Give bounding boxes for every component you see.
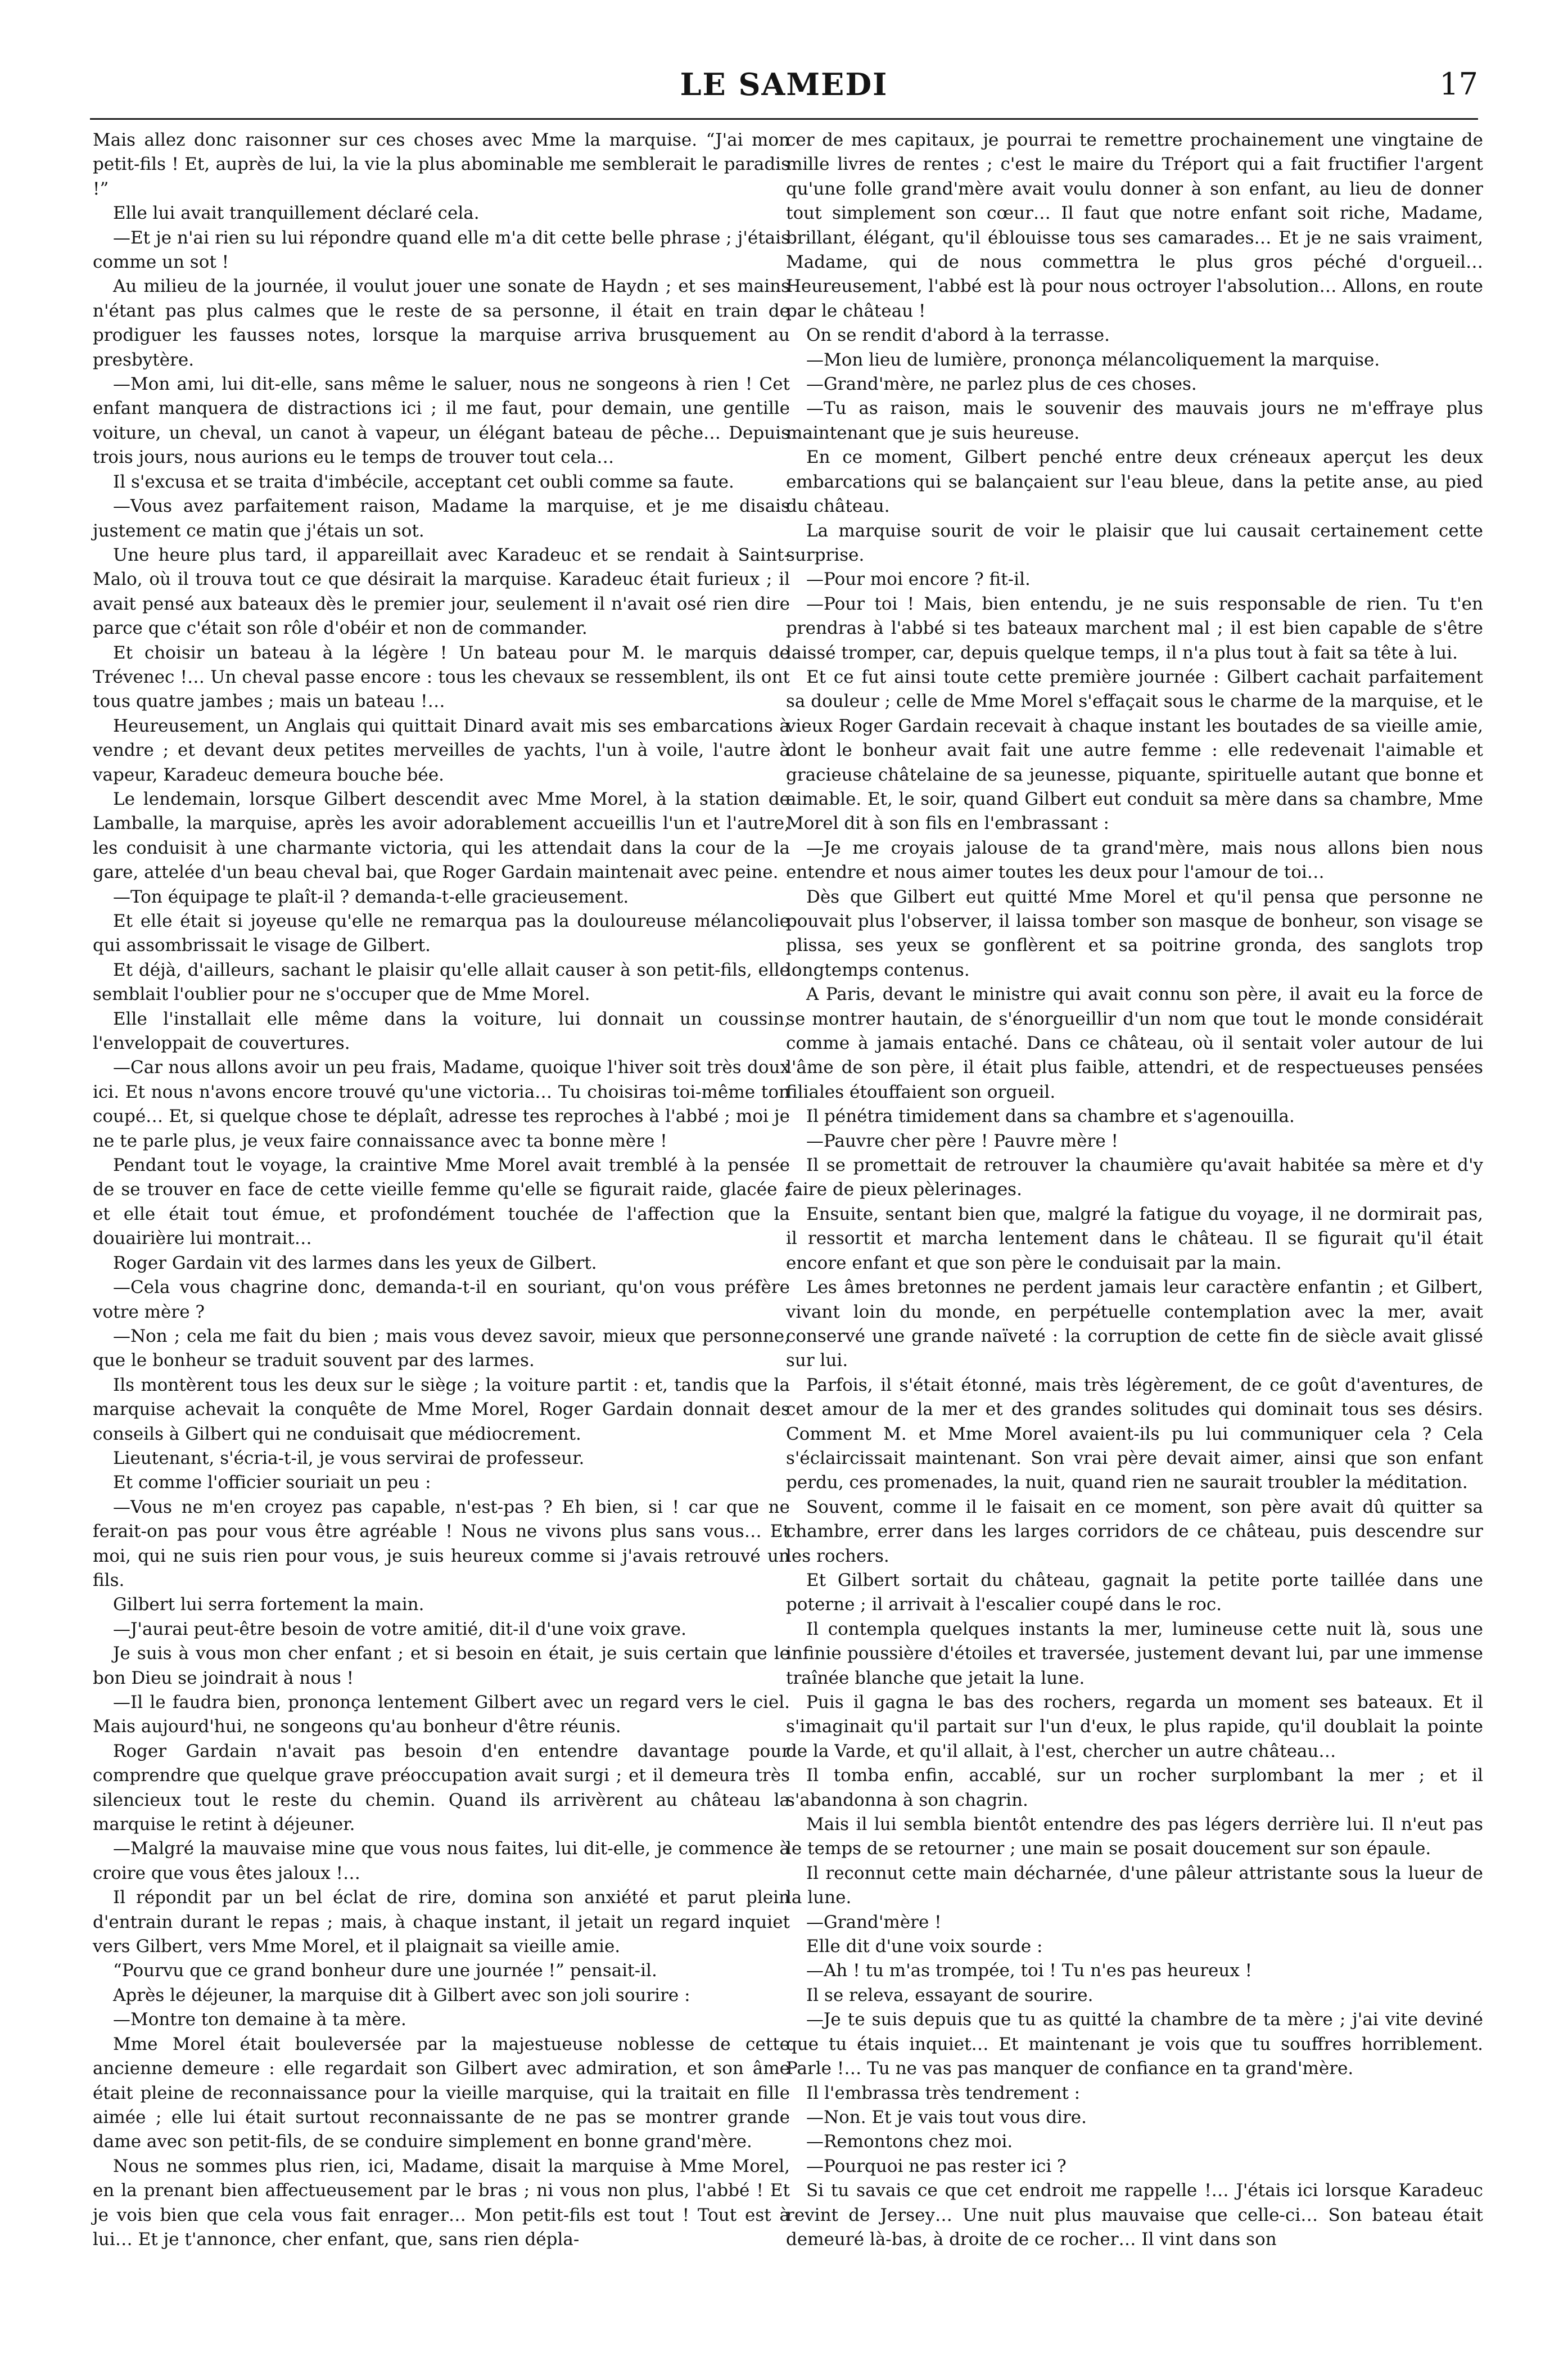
paragraph: Puis il gagna le bas des rochers, regarda un moment ses bateaux. Et il s'imaginait qu'il partait sur l'un d'eux, le plus rapide, qu'il doublait la pointe de la Varde, et qu'il allait, à l'est, chercher un autre château…: [786, 1692, 1483, 1761]
paragraph: Elle dit d'une voix sourde :: [806, 1936, 1043, 1957]
paragraph: —Pourquoi ne pas rester ici ?: [806, 2156, 1067, 2176]
paragraph: —Grand'mère !: [806, 1912, 942, 1932]
paragraph: Mme Morel était bouleversée par la majestueuse noblesse de cette ancienne demeure : elle regardait son Gilbert avec admiration, et son âme était pleine de reconnaissance pour la vieille marquise, qui la traitait en fille aimée ; elle lui était surtout reconnaissante de ne pas se montrer grande dame avec son petit-fils, de se conduire simplement en bonne grand'mère.: [93, 2034, 790, 2152]
paragraph: —Vous avez parfaitement raison, Madame la marquise, et je me disais justement ce matin que j'étais un sot.: [93, 496, 790, 541]
paragraph: —J'aurai peut-être besoin de votre amitié, dit-il d'une voix grave.: [113, 1619, 686, 1639]
paragraph: Roger Gardain vit des larmes dans les yeux de Gilbert.: [113, 1252, 597, 1273]
paragraph: Lieutenant, s'écria-t-il, je vous servirai de professeur.: [113, 1448, 585, 1468]
paragraph: Et ce fut ainsi toute cette première journée : Gilbert cachait parfaitement sa douleur ; celle de Mme Morel s'effaçait sous le charme de la marquise, et le vieux Roger Gardain recevait à chaque instant les boutades de sa vieille amie, dont le bonheur avait fait une autre femme : elle redevenait l'aimable et gracieuse châtelaine de sa jeunesse, piquante, spirituelle autant que bonne et aimable. Et, le soir, quand Gilbert eut conduit sa mère dans sa chambre, Mme Morel dit à son fils en l'embrassant :: [786, 666, 1483, 834]
paragraph: “Pourvu que ce grand bonheur dure une journée !” pensait-il.: [113, 1960, 657, 1981]
paragraph: Et choisir un bateau à la légère ! Un bateau pour M. le marquis de Trévenec !… Un cheval passe encore : tous les chevaux se ressemblent, ils ont tous quatre jambes ; mais un bateau !…: [93, 642, 790, 712]
paragraph: Il se releva, essayant de sourire.: [806, 1985, 1093, 2005]
paragraph: Les âmes bretonnes ne perdent jamais leur caractère enfantin ; et Gilbert, vivant loin du monde, en perpétuelle contemplation avec la mer, avait conservé une grande naïveté : la corruption de cette fin de siècle avait glissé sur lui.: [786, 1277, 1483, 1371]
paragraph: —Montre ton demaine à ta mère.: [113, 2009, 406, 2030]
paragraph: Parfois, il s'était étonné, mais très légèrement, de ce goût d'aventures, de cet amour de la mer et des grandes solitudes qui dominait tous ses désirs. Comment M. et Mme Morel avaient-ils pu lui communiquer cela ? Cela s'éclaircissait maintenant. Son vrai père devait aimer, ainsi que son enfant perdu, ces promenades, la nuit, quand rien ne saurait troubler la méditation.: [786, 1374, 1483, 1493]
paragraph: Et déjà, d'ailleurs, sachant le plaisir qu'elle allait causer à son petit-fils, elle semblait l'oublier pour ne s'occuper que de Mme Morel.: [93, 959, 790, 1005]
paragraph: Il reconnut cette main décharnée, d'une pâleur attristante sous la lueur de la lune.: [786, 1863, 1483, 1908]
paragraph: —Pour moi encore ? fit-il.: [806, 569, 1031, 590]
paragraph: Et comme l'officier souriait un peu :: [113, 1472, 431, 1493]
paragraph: Il l'embrassa très tendrement :: [806, 2082, 1081, 2103]
paragraph: Mais allez donc raisonner sur ces choses avec Mme la marquise. “J'ai mon petit-fils ! Et, auprès de lui, la vie la plus abominable me semblerait le paradis !”: [93, 130, 790, 199]
publication-title: LE SAMEDI: [680, 66, 888, 102]
page-header: [90, 66, 1478, 111]
paragraph: Gilbert lui serra fortement la main.: [113, 1594, 424, 1615]
page-number: 17: [1439, 66, 1478, 102]
paragraph: —Je me croyais jalouse de ta grand'mère, mais nous allons bien nous entendre et nous aimer toutes les deux pour l'amour de toi…: [786, 837, 1483, 883]
paragraph: —Non ; cela me fait du bien ; mais vous devez savoir, mieux que personne, que le bonheur se traduit souvent par des larmes.: [93, 1326, 790, 1371]
paragraph: —Malgré la mauvaise mine que vous nous faites, lui dit-elle, je commence à croire que vous êtes jaloux !…: [93, 1838, 790, 1883]
paragraph: —Remontons chez moi.: [806, 2131, 1013, 2152]
paragraph: —Et je n'ai rien su lui répondre quand elle m'a dit cette belle phrase ; j'étais comme un sot !: [93, 227, 790, 273]
right-column: [786, 128, 1483, 2252]
paragraph: Il s'excusa et se traita d'imbécile, acceptant cet oubli comme sa faute.: [113, 471, 734, 492]
paragraph: Il se promettait de retrouver la chaumière qu'avait habitée sa mère et d'y faire de pieux pèlerinages.: [786, 1155, 1483, 1200]
header-rule: [90, 118, 1478, 120]
paragraph: Elle l'installait elle même dans la voiture, lui donnait un coussin, l'enveloppait de couvertures.: [93, 1008, 790, 1054]
paragraph: On se rendit d'abord à la terrasse.: [806, 325, 1110, 346]
paragraph: Le lendemain, lorsque Gilbert descendit avec Mme Morel, à la station de Lamballe, la marquise, après les avoir adorablement accueillis l'un et l'autre, les conduisit à une charmante victoria, qui les attendait dans la cour de la gare, attelée d'un beau cheval bai, que Roger Gardain maintenait avec peine.: [93, 788, 790, 883]
paragraph: En ce moment, Gilbert penché entre deux créneaux aperçut les deux embarcations qui se balançaient sur l'eau bleue, dans la petite anse, au pied du château.: [786, 447, 1483, 517]
paragraph: Nous ne sommes plus rien, ici, Madame, disait la marquise à Mme Morel, en la prenant bien affectueusement par le bras ; ni vous non plus, l'abbé ! Et je vois bien que cela vous fait enrager… Mon petit-fils est tout ! Tout est à lui… Et je t'annonce, cher enfant, que, sans rien dépla-: [93, 2156, 790, 2250]
paragraph: —Ah ! tu m'as trompée, toi ! Tu n'es pas heureux !: [806, 1960, 1253, 1981]
paragraph: Il contempla quelques instants la mer, lumineuse cette nuit là, sous une infinie poussière d'étoiles et traversée, justement devant lui, par une immense traînée blanche que jetait la lune.: [786, 1619, 1483, 1688]
paragraph: —Car nous allons avoir un peu frais, Madame, quoique l'hiver soit très doux ici. Et nous n'avons encore trouvé qu'une victoria… Tu choisiras toi-même ton coupé… Et, si quelque chose te déplaît, adresse tes reproches à l'abbé ; moi je ne te parle plus, je veux faire connaissance avec ta bonne mère !: [93, 1057, 790, 1151]
paragraph: Il répondit par un bel éclat de rire, domina son anxiété et parut plein d'entrain durant le repas ; mais, à chaque instant, il jetait un regard inquiet vers Gilbert, vers Mme Morel, et il plaignait sa vieille amie.: [93, 1887, 790, 1957]
paragraph: —Cela vous chagrine donc, demanda-t-il en souriant, qu'on vous préfère votre mère ?: [93, 1277, 790, 1322]
paragraph: Dès que Gilbert eut quitté Mme Morel et qu'il pensa que personne ne pouvait plus l'observer, il laissa tomber son masque de bonheur, son visage se plissa, ses yeux se gonflèrent et sa poitrine gronda, des sanglots trop longtemps contenus.: [786, 886, 1483, 980]
paragraph: Ils montèrent tous les deux sur le siège ; la voiture partit : et, tandis que la marquise achevait la conquête de Mme Morel, Roger Gardain donnait des conseils à Gilbert qui ne conduisait que médiocrement.: [93, 1374, 790, 1444]
paragraph: Heureusement, un Anglais qui quittait Dinard avait mis ses embarcations à vendre ; et devant deux petites merveilles de yachts, l'un à voile, l'autre à vapeur, Karadeuc demeura bouche bée.: [93, 715, 790, 785]
paragraph: Il tomba enfin, accablé, sur un rocher surplombant la mer ; et il s'abandonna à son chagrin.: [786, 1765, 1483, 1810]
paragraph: —Tu as raison, mais le souvenir des mauvais jours ne m'effraye plus maintenant que je suis heureuse.: [786, 398, 1483, 443]
left-column: [93, 128, 790, 2252]
paragraph: Une heure plus tard, il appareillait avec Karadeuc et se rendait à Saint-Malo, où il trouva tout ce que désirait la marquise. Karadeuc était furieux ; il avait pensé aux bateaux dès le premier jour, seulement il n'avait osé rien dire parce que c'était son rôle d'obéir et non de commander.: [93, 544, 790, 639]
paragraph: Et elle était si joyeuse qu'elle ne remarqua pas la douloureuse mélancolie qui assombrissait le visage de Gilbert.: [93, 911, 790, 956]
paragraph: Pendant tout le voyage, la craintive Mme Morel avait tremblé à la pensée de se trouver en face de cette vieille femme qu'elle se figurait raide, glacée ; et elle était tout émue, et profondément touchée de l'affection que la douairière lui montrait…: [93, 1155, 790, 1249]
paragraph: Et Gilbert sortait du château, gagnait la petite porte taillée dans une poterne ; il arrivait à l'escalier coupé dans le roc.: [786, 1570, 1483, 1615]
paragraph: —Pour toi ! Mais, bien entendu, je ne suis responsable de rien. Tu t'en prendras à l'abbé si tes bateaux marchent mal ; il est bien capable de s'être laissé tromper, car, depuis quelque temps, il n'a plus tout à fait sa tête à lui.: [786, 593, 1483, 663]
paragraph: Souvent, comme il le faisait en ce moment, son père avait dû quitter sa chambre, errer dans les larges corridors de ce château, puis descendre sur les rochers.: [786, 1496, 1483, 1566]
paragraph: —Vous ne m'en croyez pas capable, n'est-pas ? Eh bien, si ! car que ne ferait-on pas pour vous être agréable ! Nous ne vivons plus sans vous… Et moi, qui ne suis rien pour vous, je suis heureux comme si j'avais retrouvé un fils.: [93, 1496, 790, 1590]
paragraph: Elle lui avait tranquillement déclaré cela.: [113, 203, 480, 224]
paragraph: —Il le faudra bien, prononça lentement Gilbert avec un regard vers le ciel. Mais aujourd'hui, ne songeons qu'au bonheur d'être réunis.: [93, 1692, 790, 1737]
paragraph: cer de mes capitaux, je pourrai te remettre prochainement une vingtaine de mille livres de rentes ; c'est le maire du Tréport qui a fait fructifier l'argent qu'une folle grand'mère avait voulu donner à son enfant, au lieu de donner tout simplement son cœur… Il faut que notre enfant soit riche, Madame, brillant, élégant, qu'il éblouisse tous ses camarades… Et je ne sais vraiment, Madame, qui de nous commettra le plus gros péché d'orgueil… Heureusement, l'abbé est là pour nous octroyer l'absolution… Allons, en route par le château !: [786, 130, 1483, 321]
paragraph: —Ton équipage te plaît-il ? demanda-t-elle gracieusement.: [113, 886, 629, 907]
paragraph: Ensuite, sentant bien que, malgré la fatigue du voyage, il ne dormirait pas, il ressortit et marcha lentement dans le château. Il se figurait qu'il était encore enfant et que son père le conduisait par la main.: [786, 1203, 1483, 1273]
paragraph: La marquise sourit de voir le plaisir que lui causait certainement cette surprise.: [786, 520, 1483, 565]
paragraph: —Mon lieu de lumière, prononça mélancoliquement la marquise.: [806, 349, 1380, 370]
paragraph: —Grand'mère, ne parlez plus de ces choses.: [806, 374, 1197, 395]
paragraph: Roger Gardain n'avait pas besoin d'en entendre davantage pour comprendre que quelque grave préoccupation avait surgi ; et il demeura très silencieux tout le reste du chemin. Quand ils arrivèrent au château la marquise le retint à déjeuner.: [93, 1741, 790, 1835]
paragraph: —Pauvre cher père ! Pauvre mère !: [806, 1130, 1118, 1151]
paragraph: Il pénétra timidement dans sa chambre et s'agenouilla.: [806, 1106, 1295, 1127]
paragraph: —Mon ami, lui dit-elle, sans même le saluer, nous ne songeons à rien ! Cet enfant manquera de distractions ici ; il me faut, pour demain, une gentille voiture, un cheval, un canot à vapeur, un élégant bateau de pêche… Depuis trois jours, nous aurions eu le temps de trouver tout cela…: [93, 374, 790, 468]
paragraph: Si tu savais ce que cet endroit me rappelle !… J'étais ici lorsque Karadeuc revint de Jersey… Une nuit plus mauvaise que celle-ci… Son bateau était demeuré là-bas, à droite de ce rocher… Il vint dans son: [786, 2180, 1483, 2250]
paragraph: Après le déjeuner, la marquise dit à Gilbert avec son joli sourire :: [113, 1985, 690, 2005]
paragraph: —Je te suis depuis que tu as quitté la chambre de ta mère ; j'ai vite deviné que tu étais inquiet… Et maintenant je vois que tu souffres horriblement. Parle !… Tu ne vas pas manquer de confiance en ta grand'mère.: [786, 2009, 1483, 2079]
paragraph: A Paris, devant le ministre qui avait connu son père, il avait eu la force de se montrer hautain, de s'énorgueillir d'un nom que tout le monde considérait comme à jamais entaché. Dans ce château, où il sentait voler autour de lui l'âme de son père, il était plus faible, attendri, et de respectueuses pensées filiales étouffaient son orgueil.: [786, 984, 1483, 1102]
paragraph: Je suis à vous mon cher enfant ; et si besoin en était, je suis certain que le bon Dieu se joindrait à nous !: [93, 1643, 790, 1688]
paragraph: Mais il lui sembla bientôt entendre des pas légers derrière lui. Il n'eut pas le temps de se retourner ; une main se posait doucement sur son épaule.: [786, 1814, 1483, 1859]
paragraph: Au milieu de la journée, il voulut jouer une sonate de Haydn ; et ses mains n'étant pas plus calmes que le reste de sa personne, il était en train de prodiguer les fausses notes, lorsque la marquise arriva brusquement au presbytère.: [93, 276, 790, 370]
paragraph: —Non. Et je vais tout vous dire.: [806, 2107, 1087, 2127]
